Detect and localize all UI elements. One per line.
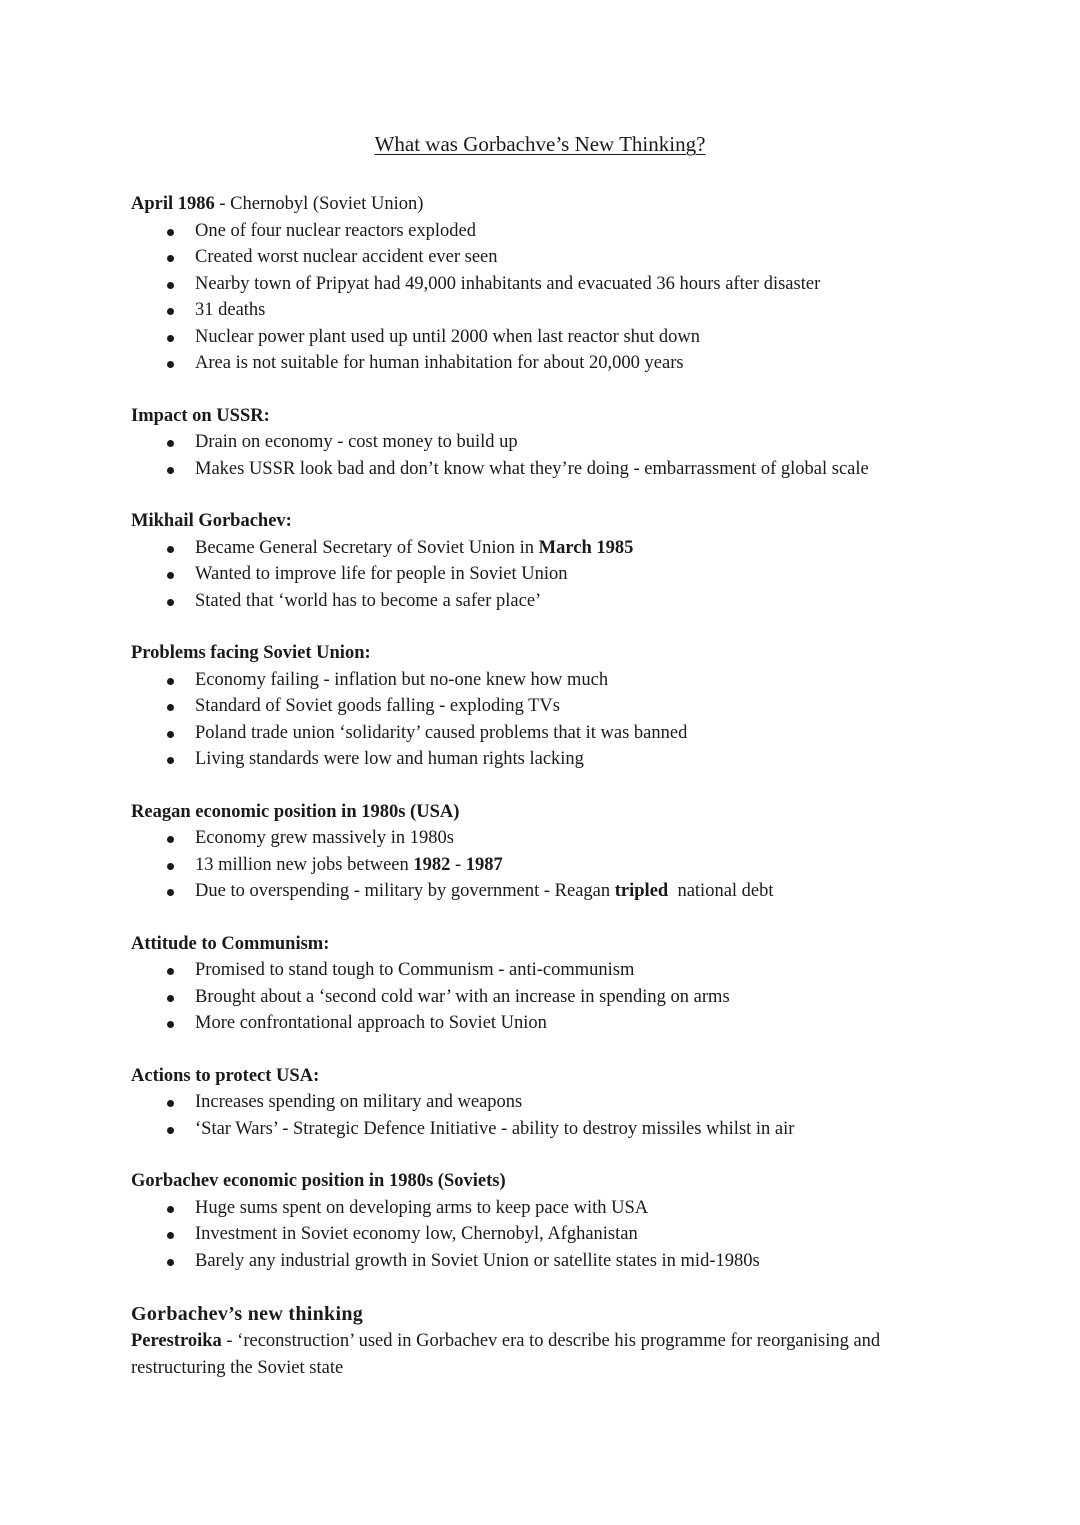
section-attitude (131, 931, 951, 1037)
gorbachev-economy-heading: Gorbachev economic position in 1980s (Soviets) (131, 1171, 506, 1191)
new-thinking-heading: Gorbachev’s new thinking (131, 1303, 364, 1325)
list-item: 31 deaths (131, 297, 951, 324)
list-item: Huge sums spent on developing arms to keep pace with USA (131, 1195, 951, 1222)
list-item: Poland trade union ‘solidarity’ caused problems that it was banned (131, 720, 951, 747)
gorbachev-item1-text: Became General Secretary of Soviet Union in (195, 537, 539, 558)
list-item (131, 535, 951, 562)
gorbachev-economy-list (131, 1195, 951, 1275)
chernobyl-heading (131, 191, 951, 218)
reagan-item3-bold: tripled (614, 881, 669, 901)
list-item: Increases spending on military and weapons (131, 1089, 951, 1116)
list-item: Economy grew massively in 1980s (131, 825, 951, 852)
perestroika-definition (131, 1328, 951, 1381)
list-item: Created worst nuclear accident ever seen (131, 244, 951, 271)
section-new-thinking (131, 1300, 951, 1381)
section-reagan (131, 799, 951, 905)
list-item: Makes USSR look bad and don’t know what they’re doing - embarrassment of global scale (131, 456, 951, 483)
reagan-item3-post: national debt (668, 881, 774, 901)
perestroika-definition-text: - ‘reconstruction’ used in Gorbachev era to describe his programme for reorganising and (221, 1331, 881, 1351)
section-impact (131, 403, 951, 483)
perestroika-definition-cont: restructuring the Soviet state (131, 1357, 344, 1378)
list-item: Stated that ‘world has to become a safer place’ (131, 588, 951, 615)
list-item: Nearby town of Pripyat had 49,000 inhabitants and evacuated 36 hours after disaster (131, 271, 951, 298)
list-item: Drain on economy - cost money to build up (131, 429, 951, 456)
reagan-item2-dash: - (450, 854, 466, 875)
list-item: ‘Star Wars’ - Strategic Defence Initiative - ability to destroy missiles whilst in air (131, 1116, 951, 1143)
page-title (0, 131, 1080, 157)
list-item: Barely any industrial growth in Soviet Union or satellite states in mid-1980s (131, 1248, 951, 1275)
attitude-list (131, 957, 951, 1037)
list-item: Standard of Soviet goods falling - exploding TVs (131, 693, 951, 720)
section-chernobyl (131, 191, 951, 377)
chernobyl-list (131, 218, 951, 377)
list-item: Promised to stand tough to Communism - anti-communism (131, 957, 951, 984)
document-content (131, 191, 951, 1407)
list-item (131, 878, 951, 905)
reagan-item2-text: 13 million new jobs between (195, 854, 414, 875)
list-item: Brought about a ‘second cold war’ with an increase in spending on arms (131, 984, 951, 1011)
problems-heading: Problems facing Soviet Union: (131, 643, 371, 663)
chernobyl-heading-rest: - Chernobyl (Soviet Union) (214, 194, 424, 214)
problems-list (131, 667, 951, 773)
actions-list (131, 1089, 951, 1142)
section-problems (131, 640, 951, 773)
reagan-heading: Reagan economic position in 1980s (USA) (131, 801, 460, 822)
list-item: Investment in Soviet economy low, Chernobyl, Afghanistan (131, 1221, 951, 1248)
attitude-heading: Attitude to Communism: (131, 933, 330, 954)
list-item: Wanted to improve life for people in Soviet Union (131, 561, 951, 588)
perestroika-term: Perestroika (131, 1331, 222, 1351)
reagan-item3-text: Due to overspending - military by government - Reagan (195, 881, 615, 901)
reagan-item2-year-start: 1982 (413, 854, 451, 875)
list-item: Nuclear power plant used up until 2000 when last reactor shut down (131, 324, 951, 351)
impact-heading: Impact on USSR: (131, 405, 270, 426)
impact-list (131, 429, 951, 482)
reagan-item2-year-end: 1987 (465, 854, 503, 875)
list-item: Living standards were low and human rights lacking (131, 746, 951, 773)
actions-heading: Actions to protect USA: (131, 1065, 320, 1086)
page-title-text: What was Gorbachve’s New Thinking? (374, 132, 706, 156)
section-actions (131, 1063, 951, 1143)
list-item (131, 852, 951, 879)
list-item: More confrontational approach to Soviet Union (131, 1010, 951, 1037)
list-item: One of four nuclear reactors exploded (131, 218, 951, 245)
section-gorbachev-economy (131, 1168, 951, 1274)
chernobyl-date: April 1986 (131, 194, 215, 214)
list-item: Area is not suitable for human inhabitation for about 20,000 years (131, 350, 951, 377)
section-gorbachev (131, 508, 951, 614)
gorbachev-list (131, 535, 951, 615)
reagan-list (131, 825, 951, 905)
gorbachev-item1-date: March 1985 (538, 537, 634, 558)
list-item: Economy failing - inflation but no-one knew how much (131, 667, 951, 694)
gorbachev-heading: Mikhail Gorbachev: (131, 511, 292, 531)
